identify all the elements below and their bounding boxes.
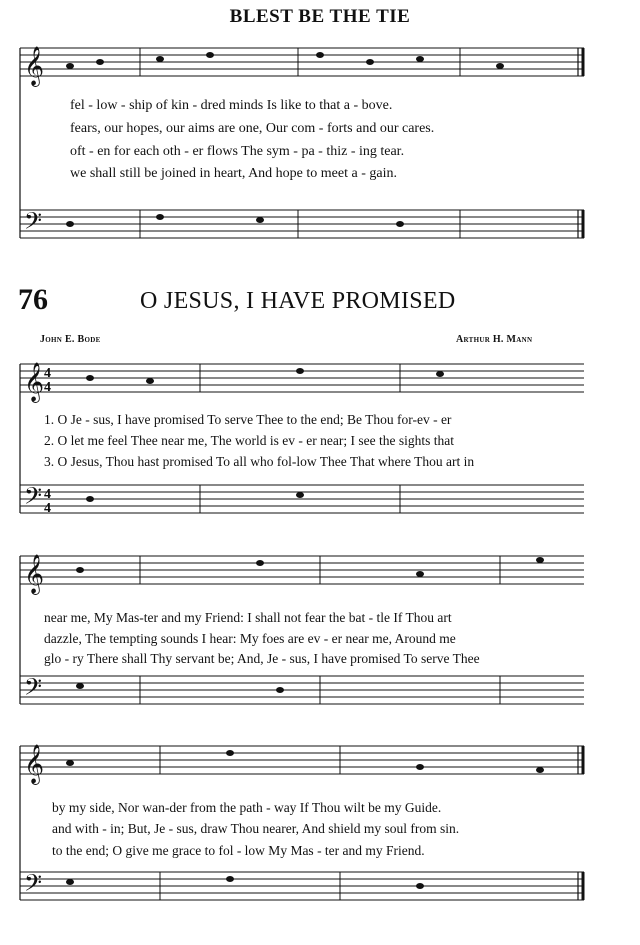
hymn2-s2-treble-staff — [20, 556, 584, 584]
svg-text:𝄞: 𝄞 — [24, 744, 45, 784]
s3-verse-2: and with - in; But, Je - sus, draw Thou nearer, And shield my soul from sin. — [52, 821, 460, 836]
svg-text:𝄢: 𝄢 — [24, 207, 43, 240]
svg-text:𝄞: 𝄞 — [24, 554, 45, 594]
hymn2-title: O JESUS, I HAVE PROMISED — [140, 288, 456, 314]
s1-verse-3: 3. O Jesus, Thou hast promised To all who fol-low Thee That where Thou art in — [44, 454, 475, 469]
s3-verse-1: by my side, Nor wan-der from the path - way If Thou wilt be my Guide. — [52, 800, 442, 815]
hymn1-verse-1: fel - low - ship of kin - dred minds Is like to that a - bove. — [70, 98, 393, 113]
hymn1-bass-staff — [20, 210, 584, 238]
hymn2-s1-bass-staff — [20, 485, 584, 513]
s2-verse-3: glo - ry There shall Thy servant be; And, Je - sus, I have promised To serve Thee — [44, 651, 480, 666]
hymn-number: 76 — [18, 283, 48, 316]
hymn1-title: BLEST BE THE TIE — [229, 6, 411, 27]
svg-text:4: 4 — [44, 501, 51, 516]
s3-verse-3: to the end; O give me grace to fol - low My Mas - ter and my Friend. — [52, 843, 425, 858]
hymn1-verse-2: fears, our hopes, our aims are one, Our com - forts and our cares. — [70, 121, 435, 136]
author-credit: John E. Bode — [40, 334, 101, 345]
svg-text:𝄢: 𝄢 — [24, 482, 43, 515]
svg-text:𝄞: 𝄞 — [24, 362, 45, 402]
hymn2-s3-treble-staff — [20, 746, 584, 774]
hymn1-verse-4: we shall still be joined in heart, And hope to meet a - gain. — [70, 166, 397, 181]
composer-credit: Arthur H. Mann — [456, 334, 533, 345]
s2-verse-2: dazzle, The tempting sounds I hear: My foes are ev - er near me, Around me — [44, 631, 456, 646]
svg-text:4: 4 — [44, 366, 51, 381]
hymn1-verse-3: oft - en for each oth - er flows The sym - pa - thiz - ing tear. — [70, 144, 405, 159]
s1-verse-2: 2. O let me feel Thee near me, The world is ev - er near; I see the sights that — [44, 433, 454, 448]
svg-text:𝄢: 𝄢 — [24, 673, 43, 706]
svg-text:4: 4 — [44, 380, 51, 395]
hymn2-s1-treble-staff — [20, 364, 584, 392]
hymn2-s3-bass-staff — [20, 872, 584, 900]
s2-verse-1: near me, My Mas-ter and my Friend: I shall not fear the bat - tle If Thou art — [44, 610, 452, 625]
svg-text:𝄞: 𝄞 — [24, 46, 45, 86]
s1-verse-1: 1. O Je - sus, I have promised To serve Thee to the end; Be Thou for-ev - er — [44, 412, 452, 427]
hymn2-s2-bass-staff — [20, 676, 584, 704]
svg-text:𝄢: 𝄢 — [24, 869, 43, 902]
svg-text:4: 4 — [44, 487, 51, 502]
hymn1-treble-staff — [20, 48, 584, 76]
